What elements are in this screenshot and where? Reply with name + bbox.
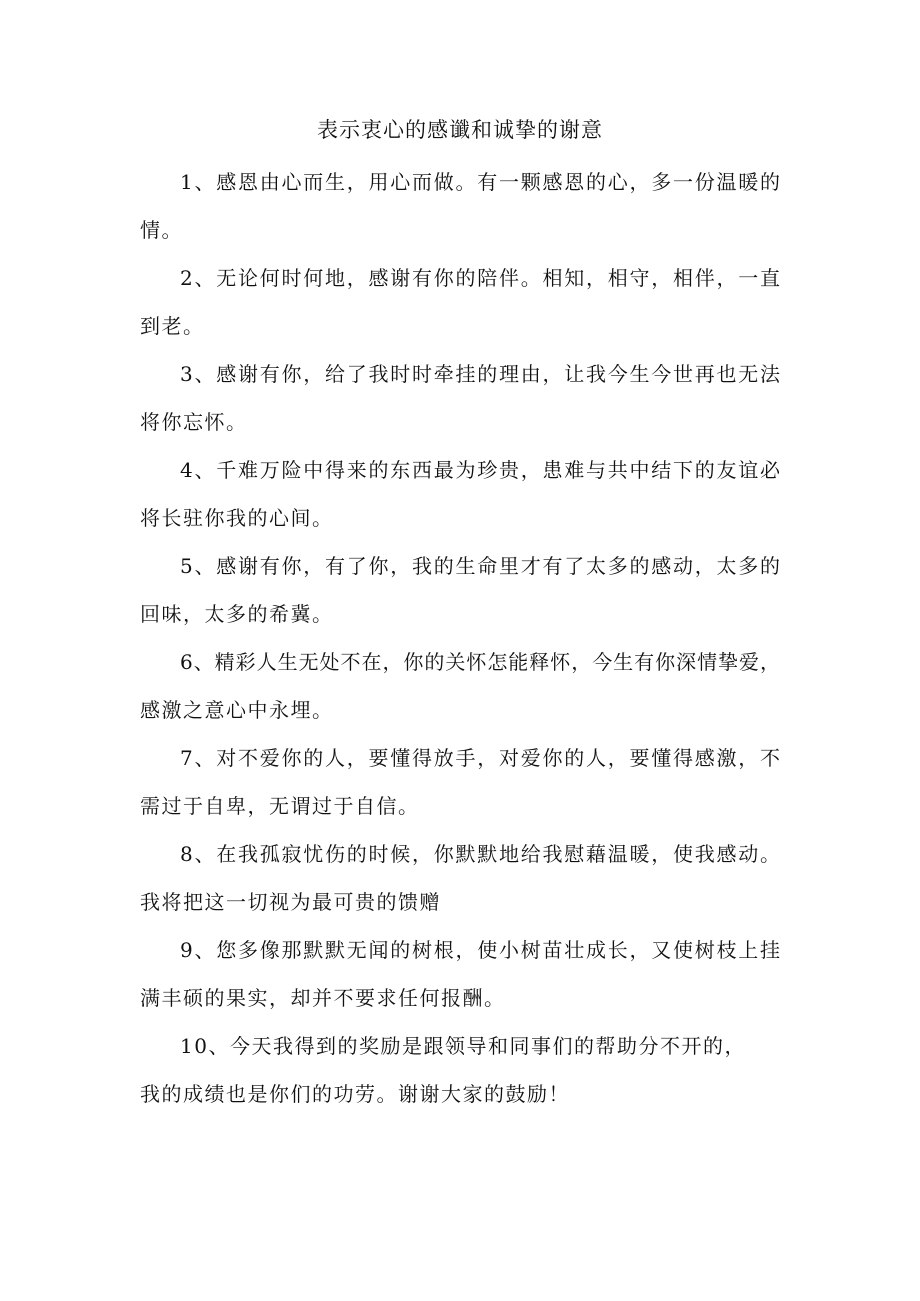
paragraph-line: 3、感谢有你，给了我时时牵挂的理由，让我今生今世再也无法 — [180, 362, 780, 386]
paragraph-line: 需过于自卑，无谓过于自信。 — [140, 794, 420, 818]
document-body — [140, 166, 780, 1126]
paragraph-10 — [140, 1030, 780, 1126]
paragraph-4 — [140, 454, 780, 550]
paragraph-line: 10、今天我得到的奖励是跟领导和同事们的帮助分不开的， — [180, 1034, 746, 1058]
paragraph-line: 满丰硕的果实，却并不要求任何报酬。 — [140, 986, 506, 1010]
paragraph-7 — [140, 742, 780, 838]
paragraph-line: 2、无论何时何地，感谢有你的陪伴。相知，相守，相伴，一直 — [180, 266, 780, 290]
paragraph-8 — [140, 838, 780, 934]
paragraph-line: 到老。 — [140, 314, 205, 338]
paragraph-2 — [140, 262, 780, 358]
paragraph-line: 8、在我孤寂忧伤的时候，你默默地给我慰藉温暖，使我感动。 — [180, 842, 780, 866]
paragraph-line: 情。 — [140, 218, 183, 242]
paragraph-1 — [140, 166, 780, 262]
paragraph-line: 4、千难万险中得来的东西最为珍贵，患难与共中结下的友谊必 — [180, 458, 780, 482]
paragraph-line: 6、精彩人生无处不在，你的关怀怎能释怀，今生有你深情挚爱， — [180, 650, 780, 674]
paragraph-line: 9、您多像那默默无闻的树根，使小树苗壮成长，又使树枝上挂 — [180, 938, 780, 962]
paragraph-line: 5、感谢有你，有了你，我的生命里才有了太多的感动，太多的 — [180, 554, 780, 578]
paragraph-line: 将长驻你我的心间。 — [140, 506, 334, 530]
document-title: 表示衷心的感谶和诚挚的谢意 — [317, 118, 603, 142]
paragraph-line: 将你忘怀。 — [140, 410, 248, 434]
paragraph-9 — [140, 934, 780, 1030]
paragraph-line: 7、对不爱你的人，要懂得放手，对爱你的人，要懂得感激，不 — [180, 746, 780, 770]
paragraph-line: 我将把这一切视为最可贵的馈赠 — [140, 890, 441, 914]
paragraph-6 — [140, 646, 780, 742]
paragraph-line: 我的成绩也是你们的功劳。谢谢大家的鼓励！ — [140, 1082, 570, 1106]
paragraph-line: 回味，太多的希冀。 — [140, 602, 334, 626]
paragraph-5 — [140, 550, 780, 646]
paragraph-3 — [140, 358, 780, 454]
paragraph-line: 感激之意心中永埋。 — [140, 698, 334, 722]
paragraph-line: 1、感恩由心而生，用心而做。有一颗感恩的心，多一份温暖的 — [180, 170, 780, 194]
